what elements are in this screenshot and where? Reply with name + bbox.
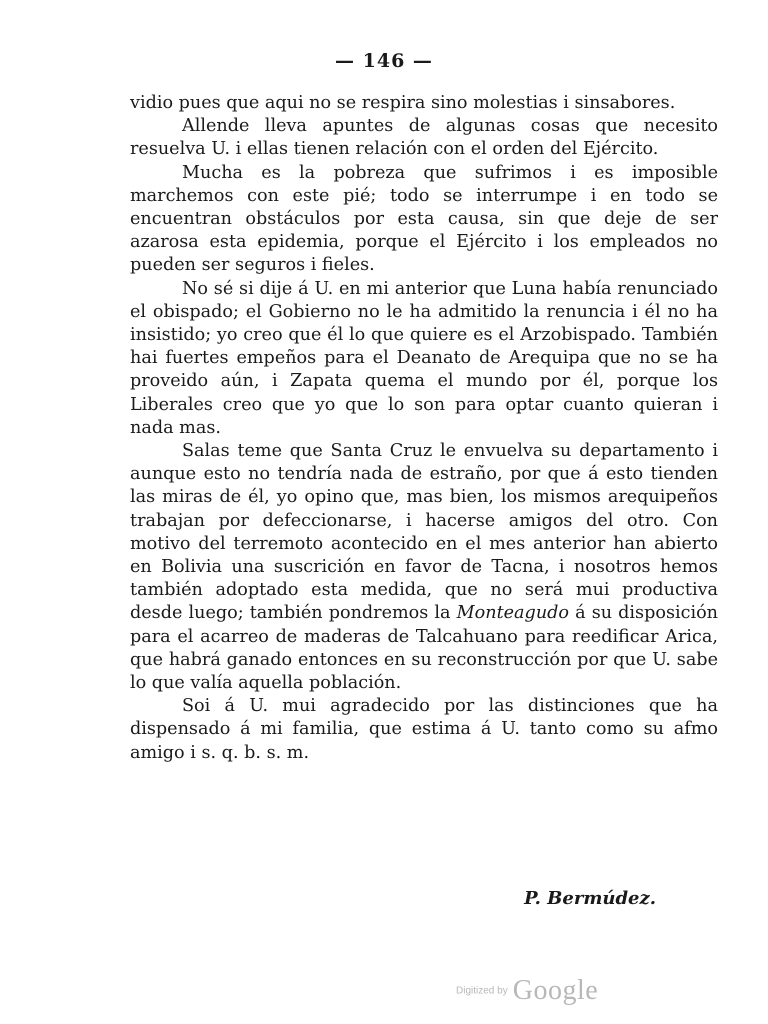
- paragraph-5-part-1: Salas teme que Santa Cruz le envuelva su departamento i aunque esto no tendría nada de estraño, por que á esto tienden las miras de él, yo opino que, mas bien, los mismos arequipeños trabajan por defeccionarse, i hacerse amigos del otro. Con motivo del terremoto acontecido en el mes anterior han abierto en Bolivia una suscrición en favor de Tacna, i nosotros hemos también adoptado esta medida, que no será mui productiva desde luego; también pondremos la: [130, 441, 718, 624]
- paragraph-5: [130, 440, 718, 695]
- paragraph-2: Allende lleva apuntes de algunas cosas que necesito resuelva U. i ellas tienen relación con el orden del Ejército.: [130, 116, 718, 160]
- google-watermark: [456, 975, 598, 1007]
- page-number: — 146 —: [335, 50, 433, 72]
- letter-body: [130, 92, 718, 765]
- paragraph-1: vidio pues que aqui no se respira sino molestias i sinsabores.: [130, 93, 676, 113]
- paragraph-6: Soi á U. mui agradecido por las distinciones que ha dispensado á mi familia, que estima á U. tanto como su afmo amigo i s. q. b. s. m.: [130, 696, 718, 763]
- google-logo: Google: [512, 975, 599, 1006]
- signature: P. Bermúdez.: [524, 888, 656, 909]
- paragraph-3: Mucha es la pobreza que sufrimos i es imposible marchemos con este pié; todo se interrumpe i en todo se encuentran obstáculos por esta causa, sin que deje de ser azarosa esta epidemia, porque el Ejército i los empleados no pueden ser seguros i fieles.: [130, 162, 718, 276]
- paragraph-4: No sé si dije á U. en mi anterior que Luna había renunciado el obispado; el Gobierno no le ha admitido la renuncia i él no ha insistido; yo creo que él lo que quiere es el Arzobispado. También hai fuertes empeños para el Deanato de Arequipa que no se ha proveido aún, i Zapata quema el mundo por él, porque los Liberales creo que yo que lo son para optar cuanto quieran i nada mas.: [130, 278, 718, 438]
- ship-name-monteagudo: Monteagudo: [456, 603, 569, 624]
- watermark-prefix: Digitized by: [456, 985, 508, 997]
- paragraph-5-part-2: á su disposición para el acarreo de maderas de Talcahuano para reedificar Arica, que habrá ganado entonces en su reconstrucción por que U. sabe lo que valía aquella población.: [130, 603, 719, 694]
